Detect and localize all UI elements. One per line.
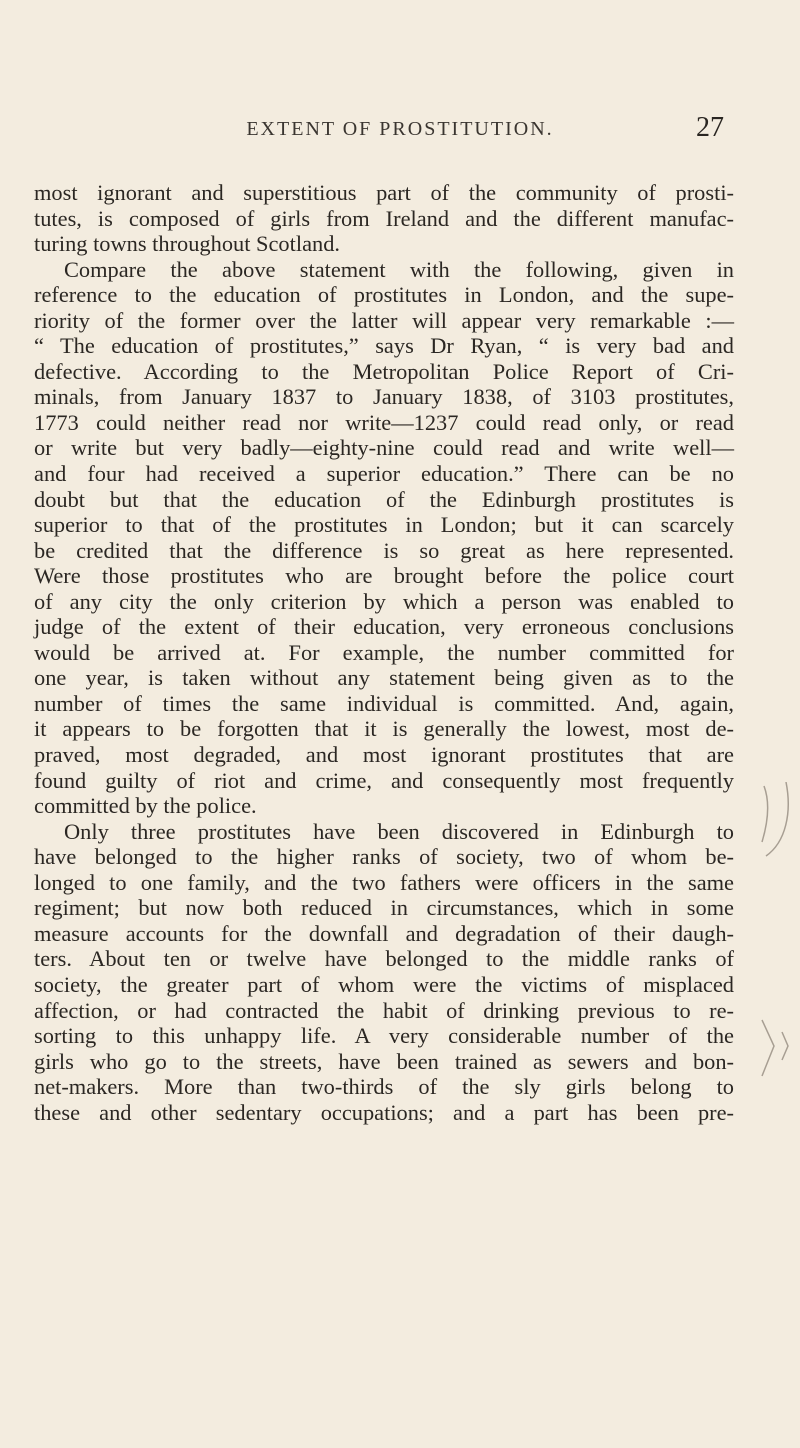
text-line: committed by the police. [34, 793, 257, 819]
text-line: ters. About ten or twelve have belonged to the middle ranks of [34, 946, 734, 972]
text-line: doubt but that the education of the Edinburgh prostitutes is [34, 486, 734, 512]
text-line: “ The education of prostitutes,” says Dr Ryan, “ is very bad and [34, 333, 734, 359]
text-line: longed to one family, and the two fathers were officers in the same [34, 869, 734, 895]
body-text [34, 180, 734, 1125]
text-line: superior to that of the prostitutes in London; but it can scarcely [34, 512, 734, 538]
text-line: 1773 could neither read nor write—1237 could read only, or read [34, 409, 734, 435]
text-line: found guilty of riot and crime, and consequently most frequently [34, 767, 734, 793]
page-header [0, 98, 800, 143]
text-line: and four had received a superior education.” There can be no [34, 461, 734, 487]
text-line: number of times the same individual is committed. And, again, [34, 690, 734, 716]
text-line: praved, most degraded, and most ignorant prostitutes that are [34, 742, 734, 768]
text-line: have belonged to the higher ranks of society, two of whom be- [34, 844, 734, 870]
text-line: or write but very badly—eighty-nine could read and write well— [34, 435, 734, 461]
paragraph-start: Only three prostitutes have been discovered in Edinburgh to [64, 818, 734, 844]
text-line: net-makers. More than two-thirds of the sly girls belong to [34, 1074, 734, 1100]
text-line: regiment; but now both reduced in circumstances, which in some [34, 895, 734, 921]
text-line: these and other sedentary occupations; and a part has been pre- [34, 1099, 734, 1125]
text-line: riority of the former over the latter will appear very remarkable :— [34, 307, 734, 333]
text-line: tutes, is composed of girls from Ireland and the different manufac- [34, 205, 734, 231]
text-line: society, the greater part of whom were the victims of misplaced [34, 971, 734, 997]
paragraph-start: Compare the above statement with the following, given in [64, 256, 734, 282]
text-line: it appears to be forgotten that it is generally the lowest, most de- [34, 716, 734, 742]
text-line: be credited that the difference is so great as here represented. [34, 537, 734, 563]
text-line: judge of the extent of their education, very erroneous conclusions [34, 614, 734, 640]
text-line: reference to the education of prostitutes in London, and the supe- [34, 282, 734, 308]
text-line: minals, from January 1837 to January 1838, of 3103 prostitutes, [34, 384, 734, 410]
margin-bracket-mark [756, 782, 796, 902]
page-number: 27 [696, 112, 724, 143]
running-head: EXTENT OF PROSTITUTION. [246, 118, 554, 140]
text-line: girls who go to the streets, have been trained as sewers and bon- [34, 1048, 734, 1074]
text-line: Were those prostitutes who are brought before the police court [34, 563, 734, 589]
text-line: would be arrived at. For example, the number committed for [34, 639, 734, 665]
text-line: measure accounts for the downfall and degradation of their daugh- [34, 920, 734, 946]
margin-bracket-mark [756, 1016, 796, 1096]
text-line: affection, or had contracted the habit of drinking previous to re- [34, 997, 734, 1023]
text-line: turing towns throughout Scotland. [34, 231, 340, 257]
text-line: sorting to this unhappy life. A very considerable number of the [34, 1023, 734, 1049]
text-line: most ignorant and superstitious part of the community of prosti- [34, 180, 734, 205]
text-line: of any city the only criterion by which a person was enabled to [34, 588, 734, 614]
text-line: defective. According to the Metropolitan Police Report of Cri- [34, 358, 734, 384]
text-line: one year, is taken without any statement being given as to the [34, 665, 734, 691]
